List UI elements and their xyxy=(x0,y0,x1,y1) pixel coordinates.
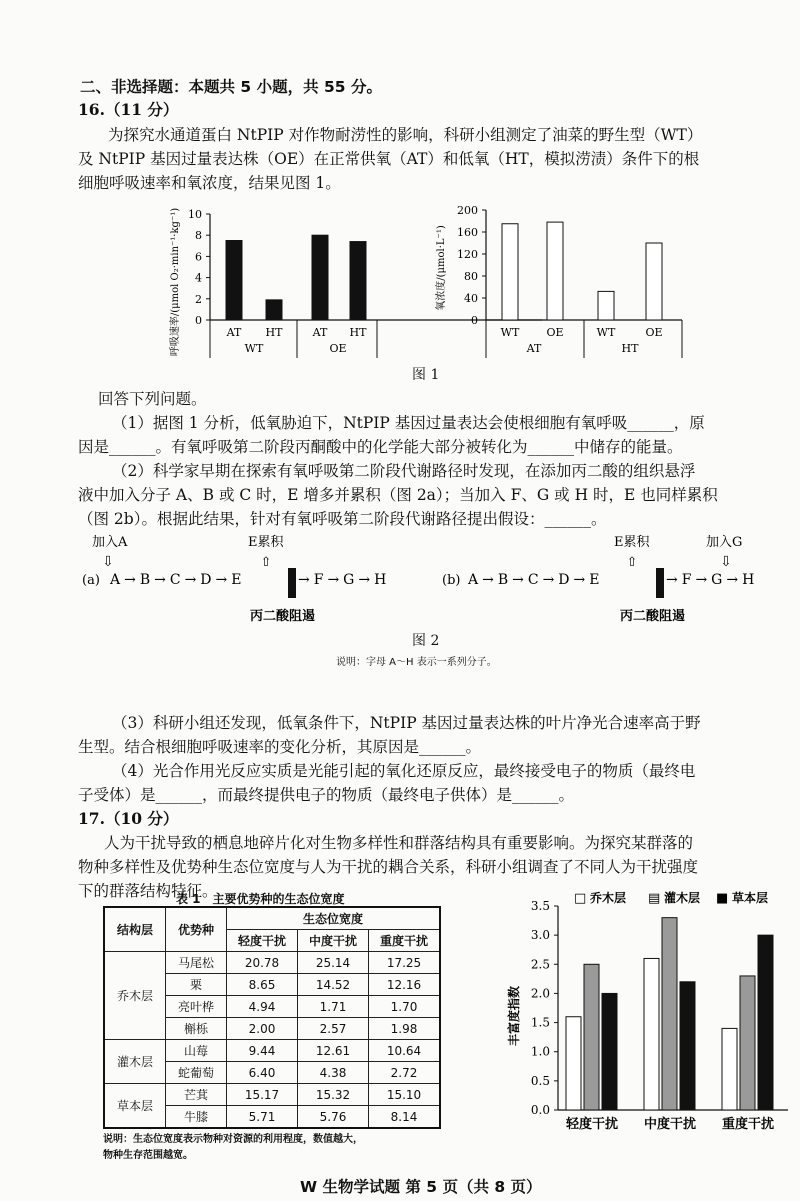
table-cell-species: 芒萁 xyxy=(166,1084,227,1106)
fig3-bar xyxy=(722,1028,737,1110)
figure-1 xyxy=(160,196,700,368)
niche-width-table xyxy=(103,906,441,1129)
fig1a-group-label: OE xyxy=(329,342,347,355)
table-cell-value: 1.71 xyxy=(298,996,369,1018)
table-cell-species: 马尾松 xyxy=(166,952,227,974)
table-header-group: 生态位宽度 xyxy=(227,907,441,930)
fig3-ytick-label: 1.0 xyxy=(530,1044,550,1059)
table-cell-value: 20.78 xyxy=(227,952,298,974)
fig2b-accum-label: E累积 xyxy=(614,535,650,550)
fig3-ytick-label: 1.5 xyxy=(530,1015,550,1030)
fig3-ytick-label: 0.5 xyxy=(530,1073,550,1088)
q16-intro-line3: 细胞呼吸速率和氧浓度，结果见图 1。 xyxy=(78,174,341,192)
fig3-category-label: 轻度干扰 xyxy=(565,1117,619,1132)
table-cell-species: 槲栎 xyxy=(166,1018,227,1040)
table-cell-value: 4.38 xyxy=(298,1062,369,1084)
fig2b-path: A→B→C→D→E xyxy=(468,572,604,588)
fig1b-ytick-label: 160 xyxy=(457,226,478,239)
down-arrow-icon: ⇩ xyxy=(102,554,114,570)
stacked-arrow-icon: ⇧ xyxy=(260,555,272,570)
table-cell-value: 25.14 xyxy=(298,952,369,974)
section-title: 二、非选择题：本题共 5 小题，共 55 分。 xyxy=(80,78,382,96)
fig2a-add-label: 加入A xyxy=(92,535,128,550)
fig3-legend-label: 乔木层 xyxy=(590,891,627,905)
q16-part1-line1: （1）据图 1 分析，低氧胁迫下，NtPIP 基因过量表达会使根细胞有氧呼吸______，原 xyxy=(112,414,705,432)
fig2a-label: (a) xyxy=(82,573,100,588)
fig1a-bar xyxy=(266,300,282,320)
table-cell-value: 4.94 xyxy=(227,996,298,1018)
fig2a-path: A→B→C→D→E xyxy=(110,572,246,588)
table-cell-value: 15.32 xyxy=(298,1084,369,1106)
fig1a-ytick-label: 4 xyxy=(195,271,202,285)
fig2b-add-label: 加入G xyxy=(706,535,743,550)
fig3-bar xyxy=(680,982,695,1110)
fig1b-ytick-label: 40 xyxy=(464,292,478,305)
table-cell-value: 9.44 xyxy=(227,1040,298,1062)
q16-intro-line2: 及 NtPIP 基因过量表达株（OE）在正常供氧（AT）和低氧（HT，模拟涝渍）条件下的根 xyxy=(78,150,700,168)
fig3-ytick-label: 3.5 xyxy=(530,899,550,913)
fig1a-group-label: WT xyxy=(244,342,264,355)
fig1b-ytick-label: 80 xyxy=(464,270,478,283)
q16-part2-line2: 液中加入分子 A、B 或 C 时，E 增多并累积（图 2a）；当加入 F、G 或 H 时，E 也同样累积 xyxy=(78,486,718,504)
fig1b-ylabel: 氧浓度/(μmol·L⁻¹) xyxy=(436,225,447,311)
fig1a-ytick-label: 2 xyxy=(195,292,202,306)
fig1a-ytick-label: 6 xyxy=(195,250,202,264)
q16-part3-line1: （3）科研小组还发现，低氧条件下，NtPIP 基因过量表达株的叶片净光合速率高于野 xyxy=(112,714,701,732)
table-cell-species: 山莓 xyxy=(166,1040,227,1062)
fig1a-bar xyxy=(312,235,328,320)
fig3-legend-mark: ■ xyxy=(716,891,729,906)
fig2-note: 说明：字母 A～H 表示一系列分子。 xyxy=(336,657,497,668)
table-cell-species: 蛇葡萄 xyxy=(166,1062,227,1084)
table-row xyxy=(104,952,440,974)
fig1a-ytick-label: 0 xyxy=(195,314,202,327)
page-footer: W 生物学试题 第 5 页（共 8 页） xyxy=(300,1178,542,1196)
fig3-bar xyxy=(758,935,773,1110)
fig3-ytick-label: 0.0 xyxy=(530,1103,550,1117)
fig2b-label: (b) xyxy=(442,573,461,588)
q17-intro-line1: 人为干扰导致的栖息地碎片化对生物多样性和群落结构具有重要影响。为探究某群落的 xyxy=(104,834,694,852)
fig1b-ytick-label: 200 xyxy=(457,204,478,217)
table1-note-line1: 说明：生态位宽度表示物种对资源的利用程度，数值越大， xyxy=(103,1134,363,1145)
fig3-legend-mark: □ xyxy=(574,891,587,906)
fig1b-category-label: OE xyxy=(645,326,663,339)
table-cell-value: 2.72 xyxy=(369,1062,441,1084)
fig1b-group-label: HT xyxy=(621,342,639,355)
table-row xyxy=(104,1084,440,1106)
fig1a-category-label: AT xyxy=(226,326,242,339)
fig1a-bar xyxy=(350,242,366,320)
fig2a-tail: →F→G→H xyxy=(298,572,391,588)
table-cell-value: 8.14 xyxy=(369,1106,441,1129)
table-header-col: 重度干扰 xyxy=(369,930,441,952)
table-cell-value: 15.10 xyxy=(369,1084,441,1106)
table-cell-value: 10.64 xyxy=(369,1040,441,1062)
fig1a-ytick-label: 8 xyxy=(195,229,202,243)
fig3-bar xyxy=(602,993,617,1110)
fig3-bar xyxy=(584,964,599,1110)
fig1a-ylabel: 呼吸速率/(μmol O₂·min⁻¹·kg⁻¹) xyxy=(170,207,181,357)
fig3-ylabel: 丰富度指数 xyxy=(507,985,521,1047)
table-cell-value: 2.57 xyxy=(298,1018,369,1040)
fig3-bar xyxy=(566,1017,581,1110)
q16-intro-line1: 为探究水通道蛋白 NtPIP 对作物耐涝性的影响，科研小组测定了油菜的野生型（WT） xyxy=(108,126,703,144)
fig1b-bar xyxy=(502,224,518,320)
q17-intro-line3: 下的群落结构特征。 xyxy=(78,882,218,900)
q16-part3-line2: 生型。结合根细胞呼吸速率的变化分析，其原因是______。 xyxy=(78,738,482,756)
fig1a-category-label: HT xyxy=(349,326,367,339)
fig3-ytick-label: 3.0 xyxy=(530,928,550,943)
answer-prompt: 回答下列问题。 xyxy=(98,390,207,408)
fig1-caption: 图 1 xyxy=(412,367,440,383)
table-cell-value: 5.71 xyxy=(227,1106,298,1129)
figure-2 xyxy=(70,528,790,636)
fig2b-tail: →F→G→H xyxy=(666,572,759,588)
table1-note-line2: 物种生存范围越宽。 xyxy=(103,1150,193,1161)
table-header-col: 轻度干扰 xyxy=(227,930,298,952)
fig2-caption: 图 2 xyxy=(412,633,440,649)
q16-part1-line2: 因是______。有氧呼吸第二阶段丙酮酸中的化学能大部分被转化为______中储存的能量。 xyxy=(78,438,683,456)
fig1b-bar xyxy=(547,222,563,320)
fig1b-bar xyxy=(646,243,662,320)
table-cell-species: 栗 xyxy=(166,974,227,996)
table-cell-layer: 乔木层 xyxy=(104,952,166,1040)
fig3-legend-label: 灌木层 xyxy=(664,891,701,905)
q16-part4-line2: 子受体）是______，而最终提供电子的物质（最终电子供体）是______。 xyxy=(78,786,575,804)
table-cell-value: 15.17 xyxy=(227,1084,298,1106)
table-cell-value: 1.98 xyxy=(369,1018,441,1040)
fig3-category-label: 中度干扰 xyxy=(643,1117,697,1132)
table-cell-value: 12.61 xyxy=(298,1040,369,1062)
fig3-bar xyxy=(644,958,659,1110)
q17-intro-line2: 物种多样性及优势种生态位宽度与人为干扰的耦合关系，科研小组调查了不同人为干扰强度 xyxy=(78,858,699,876)
table-cell-species: 牛膝 xyxy=(166,1106,227,1129)
fig3-bar xyxy=(740,976,755,1110)
table-cell-value: 14.52 xyxy=(298,974,369,996)
fig1b-group-label: AT xyxy=(526,342,542,355)
table-header-layer: 结构层 xyxy=(104,907,166,952)
table1-title: 表 1 主要优势种的生态位宽度 xyxy=(176,892,345,906)
table-header-species: 优势种 xyxy=(166,907,227,952)
fig1a-bar xyxy=(226,241,242,321)
fig1b-category-label: WT xyxy=(500,326,520,339)
fig3-legend-mark: ▤ xyxy=(648,891,661,906)
q16-part4-line1: （4）光合作用光反应实质是光能引起的氧化还原反应，最终接受电子的物质（最终电 xyxy=(112,762,696,780)
fig2a-accum-label: E累积 xyxy=(248,535,284,550)
q16-part2-line1: （2）科学家早期在探索有氧呼吸第二阶段代谢路径时发现，在添加丙二酸的组织悬浮 xyxy=(112,462,696,480)
malonate-block xyxy=(656,568,664,598)
fig1a-category-label: AT xyxy=(312,326,328,339)
fig3-legend-label: 草本层 xyxy=(732,891,769,905)
table-cell-value: 8.65 xyxy=(227,974,298,996)
pathway-b xyxy=(442,534,758,624)
q17-number: 17.（10 分） xyxy=(78,809,179,828)
table-cell-layer: 草本层 xyxy=(104,1084,166,1129)
richness-index-chart xyxy=(502,886,798,1134)
stacked-arrow-icon: ⇧ xyxy=(626,555,638,570)
fig1a-ytick-label: 10 xyxy=(188,208,202,221)
malonate-block xyxy=(288,568,296,598)
table-cell-species: 亮叶桦 xyxy=(166,996,227,1018)
down-arrow-icon: ⇩ xyxy=(720,554,732,570)
fig1b-bar xyxy=(598,291,614,320)
q16-part2-line3: （图 2b）。根据此结果，针对有氧呼吸第二阶段代谢路径提出假设：______。 xyxy=(78,510,607,528)
table-cell-value: 5.76 xyxy=(298,1106,369,1129)
fig1b-ytick-label: 0 xyxy=(471,314,478,327)
fig3-category-label: 重度干扰 xyxy=(721,1117,775,1132)
q16-number: 16.（11 分） xyxy=(78,100,179,119)
fig1b-ytick-label: 120 xyxy=(457,248,478,261)
fig3-bar xyxy=(662,918,677,1110)
table-row xyxy=(104,1040,440,1062)
table-cell-layer: 灌木层 xyxy=(104,1040,166,1084)
table-cell-value: 2.00 xyxy=(227,1018,298,1040)
table-header-col: 中度干扰 xyxy=(298,930,369,952)
fig1b-category-label: OE xyxy=(546,326,564,339)
table-cell-value: 12.16 xyxy=(369,974,441,996)
fig3-ytick-label: 2.0 xyxy=(530,986,550,1001)
fig2a-block-label: 丙二酸阻遏 xyxy=(250,609,316,624)
oxygen-concentration-chart xyxy=(434,204,682,358)
fig2b-block-label: 丙二酸阻遏 xyxy=(620,609,686,624)
fig1b-category-label: WT xyxy=(596,326,616,339)
fig1a-category-label: HT xyxy=(265,326,283,339)
fig3-ytick-label: 2.5 xyxy=(530,957,550,972)
table-cell-value: 1.70 xyxy=(369,996,441,1018)
table-cell-value: 17.25 xyxy=(369,952,441,974)
table-cell-value: 6.40 xyxy=(227,1062,298,1084)
pathway-a xyxy=(82,534,390,624)
